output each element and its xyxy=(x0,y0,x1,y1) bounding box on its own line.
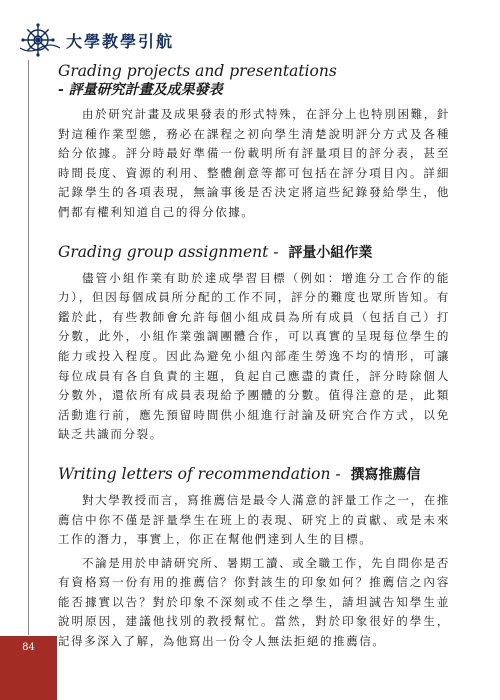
section-heading-group-assignment xyxy=(58,243,450,263)
paragraph: 由於研究計畫及成果發表的形式特殊，在評分上也特別困難，針對這種作業型態，務必在課程之初向學生清楚說明評分方式及各種給分依據。評分時最好準備一份載明所有評量項目的評分表，甚至時間長度、資源的利用、整體創意等都可包括在評分項目內。詳細記錄學生的各項表現，無論事後是否決定將這些紀錄發給學生，他們都有權利知道自己的得分依據。 xyxy=(58,107,450,219)
section-title-zh: 評量小組作業 xyxy=(288,244,373,261)
section-title-en: Grading group assignment - xyxy=(58,242,279,261)
page-number-box xyxy=(0,636,57,700)
header-title: 大學教學引航 xyxy=(66,32,175,51)
section-heading-recommendation-letters xyxy=(58,465,450,485)
section-heading-grading-projects xyxy=(58,62,450,99)
section-title-en: Grading projects and presentations xyxy=(58,62,337,80)
section-title-en: Writing letters of recommendation - xyxy=(58,464,341,483)
paragraph: 儘管小組作業有助於達成學習目標（例如：增進分工合作的能力），但因每個成員所分配的工作不同，評分的難度也眾所皆知。有鑑於此，有些教師會允許每個小組成員為所有成員（包括自己）打分數，此外，小組作業強調團體合作，可以真實的呈現每位學生的能力或投入程度。因此為避免小組內部產生勞逸不均的情形，可讓每位成員有各自負責的主題，負起自己應盡的責任，評分時除個人分數外，還依所有成員表現給予團體的分數。值得注意的是，此類活動進行前，應先預留時間供小組進行討論及研究合作方式，以免缺乏共識而分裂。 xyxy=(58,270,450,442)
section-title-zh: - 評量研究計畫及成果發表 xyxy=(58,82,223,98)
paragraph: 不論是用於申請研究所、暑期工讀、或全職工作，先自問你是否有資格寫一份有用的推薦信？你對該生的印象如何？推薦信之內容能否據實以告？對於印象不深刻或不佳之學生，請坦誠告知學生並說明原因，建議他找別的教授幫忙。當然，對於印象很好的學生，記得多深入了解，為他寫出一份令人無法拒絕的推薦信。 xyxy=(58,555,450,649)
ship-wheel-logo-icon xyxy=(18,22,62,58)
page-number: 84 xyxy=(22,642,35,653)
main-content xyxy=(58,62,450,652)
section-title-zh: 撰寫推薦信 xyxy=(350,466,421,483)
margin-rule xyxy=(28,60,29,635)
paragraph: 對大學教授而言，寫推薦信是最令人滿意的評量工作之一，在推薦信中你不僅是評量學生在班上的表現、研究上的貢獻、或是未來工作的潛力，事實上，你正在幫他們達到人生的目標。 xyxy=(58,492,450,547)
page-header xyxy=(18,22,458,58)
